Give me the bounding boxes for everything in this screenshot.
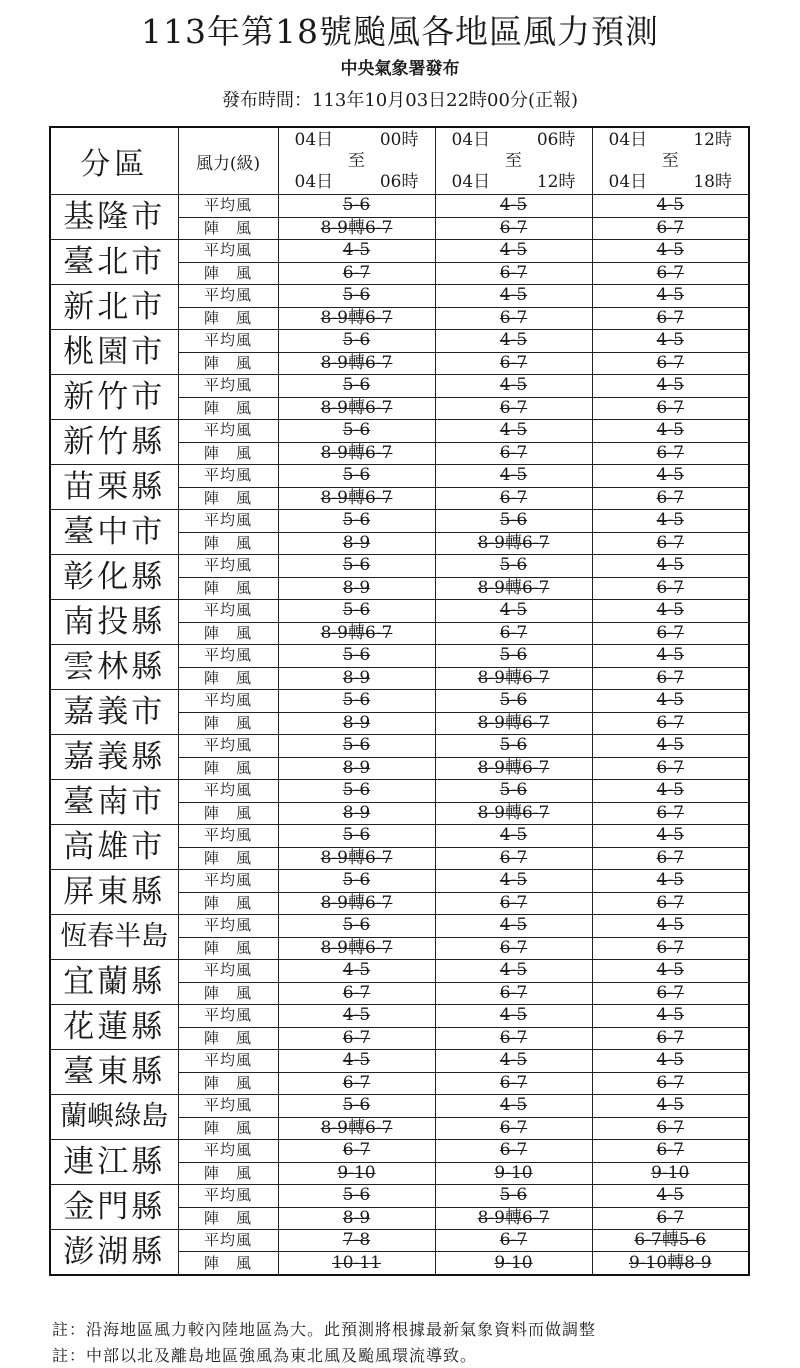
avg-wind-value: 5-6 — [278, 195, 435, 218]
gust-wind-label: 陣 風 — [178, 217, 278, 240]
region-name: 嘉義市 — [50, 690, 178, 735]
avg-wind-value: 4-5 — [592, 645, 749, 668]
table-row — [50, 1185, 749, 1208]
area-column-header: 分區 — [50, 127, 178, 195]
avg-wind-value: 5-6 — [435, 735, 592, 758]
gust-wind-value: 6-7 — [592, 892, 749, 915]
gust-wind-value: 6-7 — [435, 1117, 592, 1140]
gust-wind-value: 6-7 — [435, 262, 592, 285]
region-name: 南投縣 — [50, 600, 178, 645]
table-row — [50, 420, 749, 443]
gust-wind-value: 6-7 — [592, 1207, 749, 1230]
avg-wind-label: 平均風 — [178, 195, 278, 218]
gust-wind-label: 陣 風 — [178, 442, 278, 465]
avg-wind-value: 4-5 — [592, 870, 749, 893]
period-end-day: 04日 — [451, 171, 491, 192]
avg-wind-value: 6-7轉5-6 — [592, 1230, 749, 1252]
gust-wind-label: 陣 風 — [178, 982, 278, 1005]
period-to: 至 — [661, 150, 679, 171]
period-header-1 — [278, 127, 435, 195]
gust-wind-value: 6-7 — [435, 442, 592, 465]
avg-wind-value: 5-6 — [278, 1185, 435, 1208]
table-row — [50, 285, 749, 308]
avg-wind-value: 4-5 — [435, 330, 592, 353]
gust-wind-value: 8-9轉6-7 — [278, 307, 435, 330]
region-name: 新竹縣 — [50, 420, 178, 465]
region-name: 蘭嶼綠島 — [50, 1095, 178, 1140]
gust-wind-value: 8-9轉6-7 — [435, 757, 592, 780]
avg-wind-value: 4-5 — [592, 330, 749, 353]
gust-wind-value: 8-9轉6-7 — [435, 712, 592, 735]
period-start-day: 04日 — [608, 129, 648, 150]
gust-wind-value: 6-7 — [592, 1117, 749, 1140]
avg-wind-label: 平均風 — [178, 960, 278, 983]
period-to: 至 — [505, 150, 522, 171]
gust-wind-value: 6-7 — [435, 1027, 592, 1050]
region-name: 臺北市 — [50, 240, 178, 285]
avg-wind-value: 4-5 — [592, 1095, 749, 1118]
gust-wind-value: 8-9轉6-7 — [278, 352, 435, 375]
avg-wind-value: 4-5 — [278, 240, 435, 263]
avg-wind-value: 4-5 — [435, 240, 592, 263]
gust-wind-value: 6-7 — [592, 397, 749, 420]
avg-wind-value: 6-7 — [592, 1140, 749, 1163]
period-start-hour: 12時 — [693, 129, 732, 150]
gust-wind-label: 陣 風 — [178, 847, 278, 870]
gust-wind-value: 6-7 — [592, 532, 749, 555]
table-row — [50, 735, 749, 758]
gust-wind-value: 8-9轉6-7 — [435, 577, 592, 600]
avg-wind-label: 平均風 — [178, 1095, 278, 1118]
avg-wind-value: 4-5 — [435, 1050, 592, 1073]
table-row — [50, 465, 749, 488]
period-start-day: 04日 — [294, 129, 334, 150]
avg-wind-value: 4-5 — [435, 915, 592, 938]
avg-wind-value: 4-5 — [592, 285, 749, 308]
gust-wind-label: 陣 風 — [178, 1252, 278, 1275]
gust-wind-value: 6-7 — [278, 982, 435, 1005]
avg-wind-label: 平均風 — [178, 285, 278, 308]
gust-wind-value: 6-7 — [435, 622, 592, 645]
avg-wind-value: 7-8 — [278, 1230, 435, 1252]
gust-wind-value: 6-7 — [435, 892, 592, 915]
document-title: 113年第18號颱風各地區風力預測 — [141, 12, 659, 51]
gust-wind-value: 8-9 — [278, 802, 435, 825]
table-row — [50, 375, 749, 398]
period-to: 至 — [348, 150, 365, 171]
gust-wind-value: 6-7 — [435, 847, 592, 870]
avg-wind-label: 平均風 — [178, 375, 278, 398]
gust-wind-value: 8-9轉6-7 — [278, 622, 435, 645]
table-row — [50, 645, 749, 668]
avg-wind-value: 4-5 — [435, 420, 592, 443]
issue-time: 發布時間：113年10月03日22時00分(正報) — [221, 90, 579, 111]
gust-wind-label: 陣 風 — [178, 532, 278, 555]
region-name: 高雄市 — [50, 825, 178, 870]
avg-wind-value: 4-5 — [592, 600, 749, 623]
table-row — [50, 510, 749, 533]
gust-wind-value: 6-7 — [592, 667, 749, 690]
gust-wind-label: 陣 風 — [178, 667, 278, 690]
region-name: 宜蘭縣 — [50, 960, 178, 1005]
avg-wind-value: 5-6 — [278, 825, 435, 848]
footnote-1: 註：沿海地區風力較內陸地區為大。此預測將根據最新氣象資料而做調整 — [52, 1320, 597, 1339]
table-row — [50, 1005, 749, 1028]
gust-wind-label: 陣 風 — [178, 1027, 278, 1050]
region-name: 新竹市 — [50, 375, 178, 420]
gust-wind-value: 8-9轉6-7 — [435, 1207, 592, 1230]
avg-wind-label: 平均風 — [178, 1230, 278, 1252]
avg-wind-label: 平均風 — [178, 1050, 278, 1073]
avg-wind-value: 4-5 — [592, 375, 749, 398]
gust-wind-label: 陣 風 — [178, 757, 278, 780]
gust-wind-value: 6-7 — [592, 847, 749, 870]
gust-wind-value: 6-7 — [435, 982, 592, 1005]
avg-wind-value: 4-5 — [278, 1005, 435, 1028]
avg-wind-value: 4-5 — [592, 555, 749, 578]
region-name: 臺東縣 — [50, 1050, 178, 1095]
gust-wind-value: 8-9轉6-7 — [278, 442, 435, 465]
period-end-hour: 18時 — [693, 171, 732, 192]
region-name: 雲林縣 — [50, 645, 178, 690]
gust-wind-value: 8-9 — [278, 532, 435, 555]
gust-wind-value: 6-7 — [592, 307, 749, 330]
region-name: 臺中市 — [50, 510, 178, 555]
region-name: 桃園市 — [50, 330, 178, 375]
wind-forecast-table — [49, 126, 750, 1276]
region-name: 恆春半島 — [50, 915, 178, 960]
avg-wind-value: 4-5 — [592, 780, 749, 803]
region-name: 花蓮縣 — [50, 1005, 178, 1050]
gust-wind-label: 陣 風 — [178, 352, 278, 375]
table-row — [50, 600, 749, 623]
gust-wind-value: 6-7 — [592, 442, 749, 465]
gust-wind-value: 9-10轉8-9 — [592, 1252, 749, 1275]
period-end-hour: 06時 — [379, 171, 419, 192]
region-name: 彰化縣 — [50, 555, 178, 600]
gust-wind-value: 6-7 — [278, 262, 435, 285]
avg-wind-value: 4-5 — [278, 1050, 435, 1073]
avg-wind-label: 平均風 — [178, 1005, 278, 1028]
avg-wind-value: 5-6 — [435, 510, 592, 533]
region-name: 基隆市 — [50, 195, 178, 240]
region-name: 澎湖縣 — [50, 1230, 178, 1276]
avg-wind-value: 5-6 — [278, 510, 435, 533]
gust-wind-value: 9-10 — [592, 1162, 749, 1185]
gust-wind-label: 陣 風 — [178, 1117, 278, 1140]
gust-wind-value: 8-9轉6-7 — [435, 667, 592, 690]
avg-wind-value: 4-5 — [435, 1005, 592, 1028]
gust-wind-value: 8-9 — [278, 1207, 435, 1230]
avg-wind-value: 4-5 — [435, 375, 592, 398]
region-name: 嘉義縣 — [50, 735, 178, 780]
avg-wind-value: 4-5 — [592, 510, 749, 533]
avg-wind-value: 6-7 — [435, 1230, 592, 1252]
gust-wind-value: 6-7 — [435, 397, 592, 420]
avg-wind-value: 5-6 — [278, 285, 435, 308]
region-name: 苗栗縣 — [50, 465, 178, 510]
table-row — [50, 240, 749, 263]
gust-wind-value: 9-10 — [435, 1252, 592, 1275]
gust-wind-value: 8-9 — [278, 577, 435, 600]
avg-wind-value: 4-5 — [592, 960, 749, 983]
gust-wind-value: 6-7 — [435, 307, 592, 330]
footnote-2: 註：中部以北及離島地區強風為東北風及颱風環流導致。 — [52, 1346, 478, 1365]
gust-wind-label: 陣 風 — [178, 307, 278, 330]
table-row — [50, 870, 749, 893]
gust-wind-value: 6-7 — [592, 1072, 749, 1095]
avg-wind-value: 5-6 — [435, 780, 592, 803]
gust-wind-label: 陣 風 — [178, 577, 278, 600]
avg-wind-value: 5-6 — [278, 555, 435, 578]
avg-wind-label: 平均風 — [178, 510, 278, 533]
gust-wind-label: 陣 風 — [178, 1162, 278, 1185]
avg-wind-value: 5-6 — [435, 555, 592, 578]
gust-wind-value: 8-9轉6-7 — [278, 217, 435, 240]
gust-wind-value: 8-9轉6-7 — [278, 847, 435, 870]
avg-wind-value: 4-5 — [592, 420, 749, 443]
table-row — [50, 960, 749, 983]
period-header-3 — [592, 127, 749, 195]
gust-wind-label: 陣 風 — [178, 1072, 278, 1095]
avg-wind-value: 5-6 — [435, 690, 592, 713]
gust-wind-value: 6-7 — [592, 1027, 749, 1050]
gust-wind-value: 6-7 — [592, 937, 749, 960]
avg-wind-value: 5-6 — [278, 330, 435, 353]
avg-wind-value: 5-6 — [278, 420, 435, 443]
gust-wind-value: 9-10 — [435, 1162, 592, 1185]
avg-wind-value: 4-5 — [592, 1185, 749, 1208]
gust-wind-value: 6-7 — [592, 577, 749, 600]
period-header-2 — [435, 127, 592, 195]
avg-wind-value: 5-6 — [278, 915, 435, 938]
avg-wind-label: 平均風 — [178, 825, 278, 848]
avg-wind-label: 平均風 — [178, 420, 278, 443]
period-start-hour: 00時 — [379, 129, 419, 150]
avg-wind-label: 平均風 — [178, 735, 278, 758]
avg-wind-label: 平均風 — [178, 240, 278, 263]
avg-wind-value: 4-5 — [435, 195, 592, 218]
table-row — [50, 915, 749, 938]
avg-wind-label: 平均風 — [178, 690, 278, 713]
avg-wind-value: 4-5 — [435, 600, 592, 623]
avg-wind-value: 4-5 — [592, 240, 749, 263]
gust-wind-value: 6-7 — [435, 937, 592, 960]
avg-wind-value: 5-6 — [435, 1185, 592, 1208]
gust-wind-value: 6-7 — [592, 487, 749, 510]
table-row — [50, 690, 749, 713]
table-row — [50, 1095, 749, 1118]
gust-wind-value: 6-7 — [435, 1072, 592, 1095]
avg-wind-label: 平均風 — [178, 1140, 278, 1163]
avg-wind-value: 4-5 — [435, 825, 592, 848]
avg-wind-value: 5-6 — [278, 645, 435, 668]
table-row — [50, 1230, 749, 1252]
avg-wind-value: 4-5 — [592, 465, 749, 488]
period-end-day: 04日 — [294, 171, 334, 192]
gust-wind-value: 8-9 — [278, 757, 435, 780]
table-header-row — [50, 127, 749, 195]
gust-wind-value: 8-9轉6-7 — [435, 532, 592, 555]
avg-wind-value: 4-5 — [435, 870, 592, 893]
gust-wind-label: 陣 風 — [178, 487, 278, 510]
gust-wind-label: 陣 風 — [178, 622, 278, 645]
gust-wind-label: 陣 風 — [178, 712, 278, 735]
avg-wind-label: 平均風 — [178, 465, 278, 488]
avg-wind-label: 平均風 — [178, 645, 278, 668]
avg-wind-value: 6-7 — [278, 1140, 435, 1163]
table-row — [50, 195, 749, 218]
gust-wind-value: 6-7 — [278, 1072, 435, 1095]
avg-wind-value: 5-6 — [278, 690, 435, 713]
avg-wind-value: 5-6 — [278, 1095, 435, 1118]
avg-wind-value: 4-5 — [435, 285, 592, 308]
gust-wind-value: 6-7 — [592, 217, 749, 240]
avg-wind-value: 4-5 — [592, 195, 749, 218]
avg-wind-value: 5-6 — [278, 465, 435, 488]
region-name: 臺南市 — [50, 780, 178, 825]
gust-wind-value: 6-7 — [435, 217, 592, 240]
gust-wind-label: 陣 風 — [178, 397, 278, 420]
gust-wind-label: 陣 風 — [178, 262, 278, 285]
gust-wind-value: 8-9轉6-7 — [278, 487, 435, 510]
gust-wind-value: 8-9 — [278, 712, 435, 735]
avg-wind-value: 5-6 — [278, 780, 435, 803]
gust-wind-value: 8-9轉6-7 — [278, 397, 435, 420]
avg-wind-value: 5-6 — [278, 600, 435, 623]
gust-wind-label: 陣 風 — [178, 802, 278, 825]
table-row — [50, 825, 749, 848]
gust-wind-label: 陣 風 — [178, 892, 278, 915]
avg-wind-value: 4-5 — [592, 735, 749, 758]
period-start-hour: 06時 — [536, 129, 576, 150]
avg-wind-label: 平均風 — [178, 600, 278, 623]
avg-wind-value: 5-6 — [278, 735, 435, 758]
period-end-hour: 12時 — [536, 171, 576, 192]
gust-wind-value: 8-9轉6-7 — [278, 937, 435, 960]
wind-level-column-header: 風力(級) — [178, 127, 278, 195]
period-end-day: 04日 — [608, 171, 648, 192]
gust-wind-value: 6-7 — [278, 1027, 435, 1050]
table-row — [50, 780, 749, 803]
avg-wind-value: 5-6 — [278, 375, 435, 398]
region-name: 連江縣 — [50, 1140, 178, 1185]
gust-wind-value: 6-7 — [592, 622, 749, 645]
gust-wind-label: 陣 風 — [178, 1207, 278, 1230]
table-row — [50, 555, 749, 578]
region-rows — [50, 195, 749, 1276]
gust-wind-value: 6-7 — [435, 352, 592, 375]
avg-wind-value: 4-5 — [592, 690, 749, 713]
table-row — [50, 1140, 749, 1163]
gust-wind-value: 6-7 — [592, 352, 749, 375]
avg-wind-label: 平均風 — [178, 330, 278, 353]
gust-wind-value: 8-9轉6-7 — [435, 802, 592, 825]
gust-wind-value: 8-9轉6-7 — [278, 1117, 435, 1140]
avg-wind-value: 4-5 — [592, 1050, 749, 1073]
avg-wind-label: 平均風 — [178, 555, 278, 578]
gust-wind-value: 8-9轉6-7 — [278, 892, 435, 915]
avg-wind-label: 平均風 — [178, 915, 278, 938]
gust-wind-value: 9-10 — [278, 1162, 435, 1185]
gust-wind-value: 10-11 — [278, 1252, 435, 1275]
avg-wind-value: 5-6 — [435, 645, 592, 668]
gust-wind-value: 6-7 — [435, 487, 592, 510]
gust-wind-value: 6-7 — [592, 757, 749, 780]
avg-wind-value: 4-5 — [592, 915, 749, 938]
avg-wind-value: 4-5 — [435, 465, 592, 488]
gust-wind-value: 6-7 — [592, 262, 749, 285]
issuing-agency: 中央氣象署發布 — [340, 59, 460, 79]
gust-wind-value: 6-7 — [592, 982, 749, 1005]
gust-wind-value: 6-7 — [592, 712, 749, 735]
avg-wind-value: 4-5 — [592, 1005, 749, 1028]
period-start-day: 04日 — [451, 129, 491, 150]
gust-wind-value: 6-7 — [592, 802, 749, 825]
table-row — [50, 330, 749, 353]
avg-wind-value: 4-5 — [435, 960, 592, 983]
region-name: 屏東縣 — [50, 870, 178, 915]
avg-wind-value: 4-5 — [278, 960, 435, 983]
region-name: 金門縣 — [50, 1185, 178, 1230]
gust-wind-value: 8-9 — [278, 667, 435, 690]
avg-wind-value: 5-6 — [278, 870, 435, 893]
table-row — [50, 1050, 749, 1073]
gust-wind-label: 陣 風 — [178, 937, 278, 960]
avg-wind-value: 4-5 — [435, 1095, 592, 1118]
region-name: 新北市 — [50, 285, 178, 330]
avg-wind-label: 平均風 — [178, 1185, 278, 1208]
avg-wind-value: 6-7 — [435, 1140, 592, 1163]
avg-wind-label: 平均風 — [178, 870, 278, 893]
avg-wind-label: 平均風 — [178, 780, 278, 803]
avg-wind-value: 4-5 — [592, 825, 749, 848]
